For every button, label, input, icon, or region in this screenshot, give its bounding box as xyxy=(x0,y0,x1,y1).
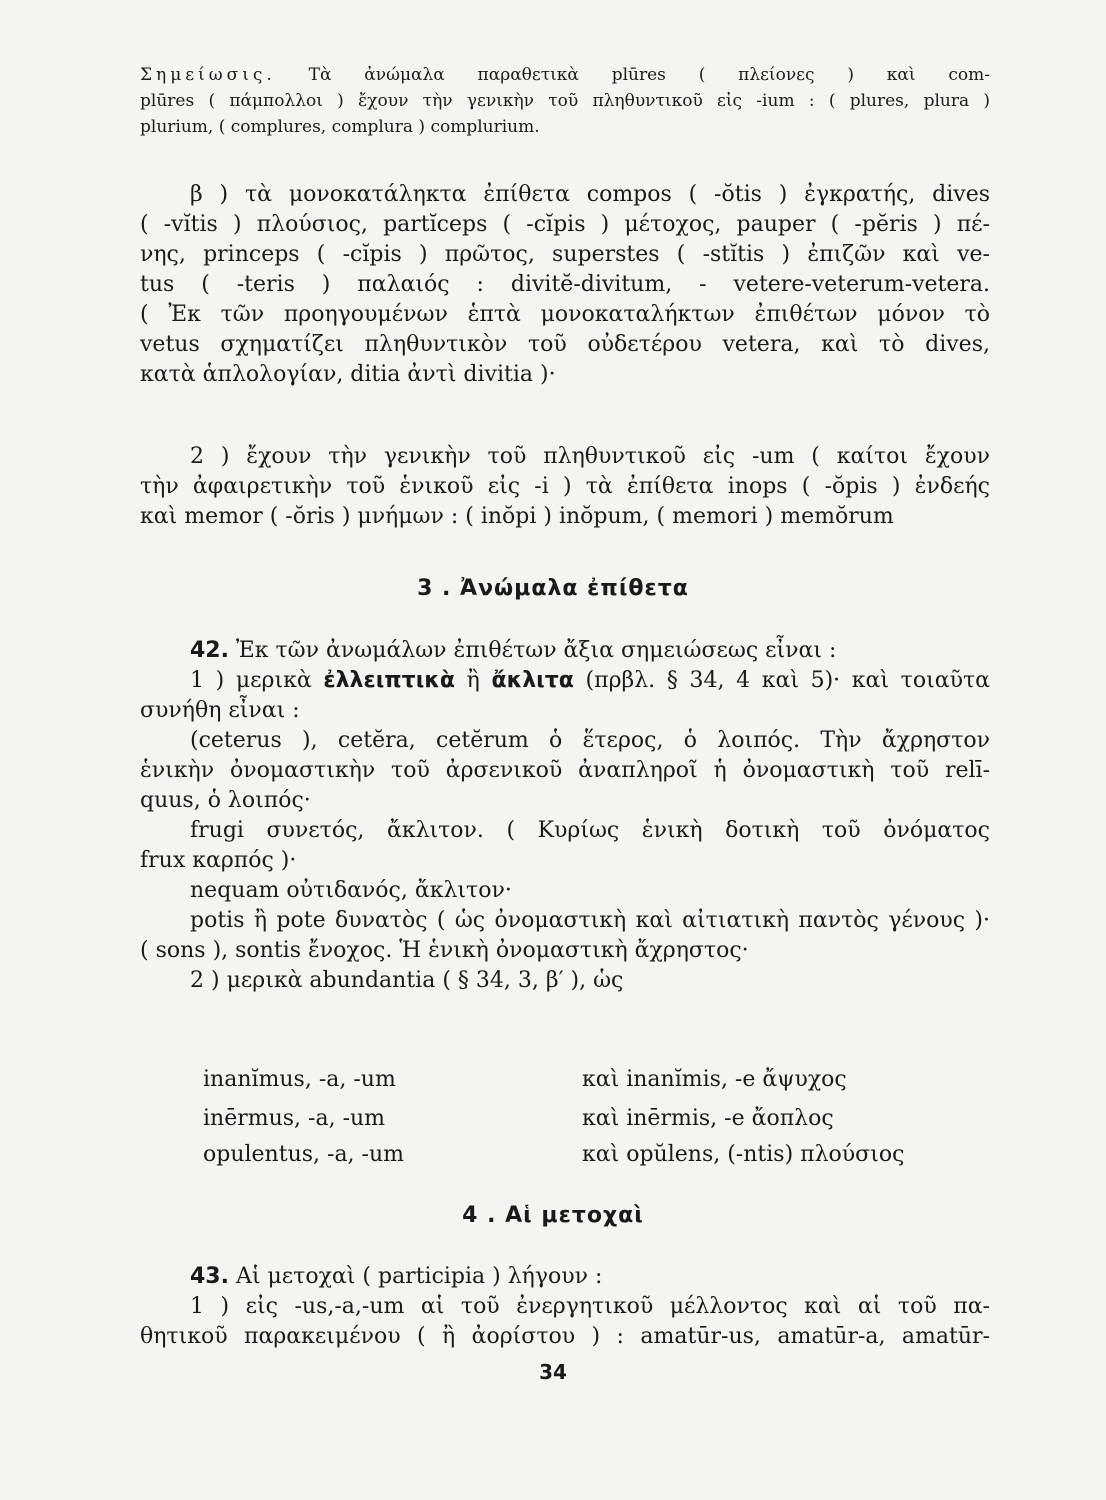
text-line: (ceterus ), cetĕra, cetĕrum ὁ ἕτερος, ὁ λοιπός. Τὴν ἄχρηστον xyxy=(190,728,990,753)
note-line-3: plurium, ( complures, complura ) complurium. xyxy=(140,117,540,137)
table-left: opulentus, -a, -um xyxy=(203,1142,405,1167)
text-line: frugi συνετός, ἄκλιτον. ( Κυρίως ἑνικὴ δοτικὴ τοῦ ὀνόματος xyxy=(190,818,990,843)
text-line: nequam οὐτιδανός, ἄκλιτον· xyxy=(190,878,512,903)
text-line: quus, ὁ λοιπός· xyxy=(140,788,311,813)
table-right: καὶ inērmis, -e ἄοπλος xyxy=(582,1106,834,1131)
section-43 xyxy=(140,1262,990,1352)
text-line: ( Ἐκ τῶν προηγουμένων ἑπτὰ μονοκαταλήκτων ἐπιθέτων μόνον τὸ xyxy=(140,302,990,327)
item-1: 1 ) μερικὰ ἐλλειπτικὰ ἢ ἄκλιτα (πρβλ. § 34, 4 καὶ 5)· καὶ τοιαῦτα xyxy=(190,668,990,693)
text-line: tus ( -teris ) παλαιός : divitĕ-divitum, - vetere-veterum-vetera. xyxy=(140,272,990,297)
section-42-intro: 42. Ἐκ τῶν ἀνωμάλων ἐπιθέτων ἄξια σημειώσεως εἶναι : xyxy=(190,638,837,663)
table-right: καὶ inanĭmis, -e ἄψυχος xyxy=(582,1067,847,1092)
table-left: inērmus, -a, -um xyxy=(203,1106,386,1131)
text-line: καὶ memor ( -ŏris ) μνήμων : ( inŏpi ) inŏpum, ( memori ) memŏrum xyxy=(140,504,894,529)
paragraph-beta xyxy=(140,180,990,390)
text-line: τὴν ἀφαιρετικὴν τοῦ ἑνικοῦ εἰς -i ) τὰ ἐπίθετα inops ( -ŏpis ) ἐνδεής xyxy=(140,474,990,499)
table-right: καὶ opŭlens, (-ntis) πλούσιος xyxy=(582,1142,905,1167)
text-line: vetus σχηματίζει πληθυντικὸν τοῦ οὐδετέρου vetera, καὶ τὸ dives, xyxy=(140,332,990,357)
text-line: ( sons ), sontis ἔνοχος. Ἡ ἑνικὴ ὀνομαστικὴ ἄχρηστος· xyxy=(140,938,749,963)
text-line: potis ἢ pote δυνατὸς ( ὡς ὀνομαστικὴ καὶ αἰτιατικὴ παντὸς γένους )· xyxy=(190,908,990,933)
section-42 xyxy=(140,636,990,996)
table-left: inanĭmus, -a, -um xyxy=(203,1067,396,1092)
note-line-2: plūres ( πάμπολλοι ) ἔχουν τὴν γενικὴν τοῦ πληθυντικοῦ εἰς -ium : ( plures, plura ) xyxy=(140,91,990,111)
text-line: ἑνικὴν ὀνομαστικὴν τοῦ ἀρσενικοῦ ἀναπληροῖ ἡ ὀνομαστικὴ τοῦ relī- xyxy=(140,758,990,783)
text-line: 1 ) εἰς -us,-a,-um αἱ τοῦ ἐνεργητικοῦ μέλλοντος καὶ αἱ τοῦ πα- xyxy=(190,1294,990,1319)
section-number: 43. xyxy=(190,1264,229,1289)
text-line: β ) τὰ μονοκατάληκτα ἐπίθετα compos ( -ŏtis ) ἐγκρατής, dives xyxy=(190,182,990,207)
note-label: Σημείωσις. xyxy=(140,65,276,85)
text-line: θητικοῦ παρακειμένου ( ἢ ἀορίστου ) : amatūr-us, amatūr-a, amatūr- xyxy=(140,1324,990,1349)
text-line: frux καρπός )· xyxy=(140,848,297,873)
section-number: 42. xyxy=(190,638,229,663)
note-paragraph xyxy=(140,62,990,140)
page-number: 34 xyxy=(539,1360,567,1384)
section-heading-3: 3 . Ἀνώμαλα ἐπίθετα xyxy=(417,576,689,601)
text-line: νης, princeps ( -cĭpis ) πρῶτος, superstes ( -stĭtis ) ἐπιζῶν καὶ ve- xyxy=(140,242,990,267)
text-line: συνήθη εἶναι : xyxy=(140,698,300,723)
text-line: ( -vĭtis ) πλούσιος, partĭceps ( -cĭpis ) μέτοχος, pauper ( -pĕris ) πέ- xyxy=(140,212,990,237)
note-line-1: Σημείωσις. Τὰ ἀνώμαλα παραθετικὰ plūres ( πλείονες ) καὶ com- xyxy=(140,65,990,85)
section-43-intro: 43. Αἱ μετοχαὶ ( participia ) λήγουν : xyxy=(190,1264,603,1289)
item-2: 2 ) μερικὰ abundantia ( § 34, 3, β′ ), ὡς xyxy=(190,968,624,993)
text-line: κατὰ ἁπλολογίαν, ditia ἀντὶ divitia )· xyxy=(140,362,556,387)
text-line: 2 ) ἔχουν τὴν γενικὴν τοῦ πληθυντικοῦ εἰς -um ( καίτοι ἔχουν xyxy=(190,444,990,469)
paragraph-2 xyxy=(140,442,990,532)
section-heading-4: 4 . Αἱ μετοχαὶ xyxy=(462,1203,644,1228)
